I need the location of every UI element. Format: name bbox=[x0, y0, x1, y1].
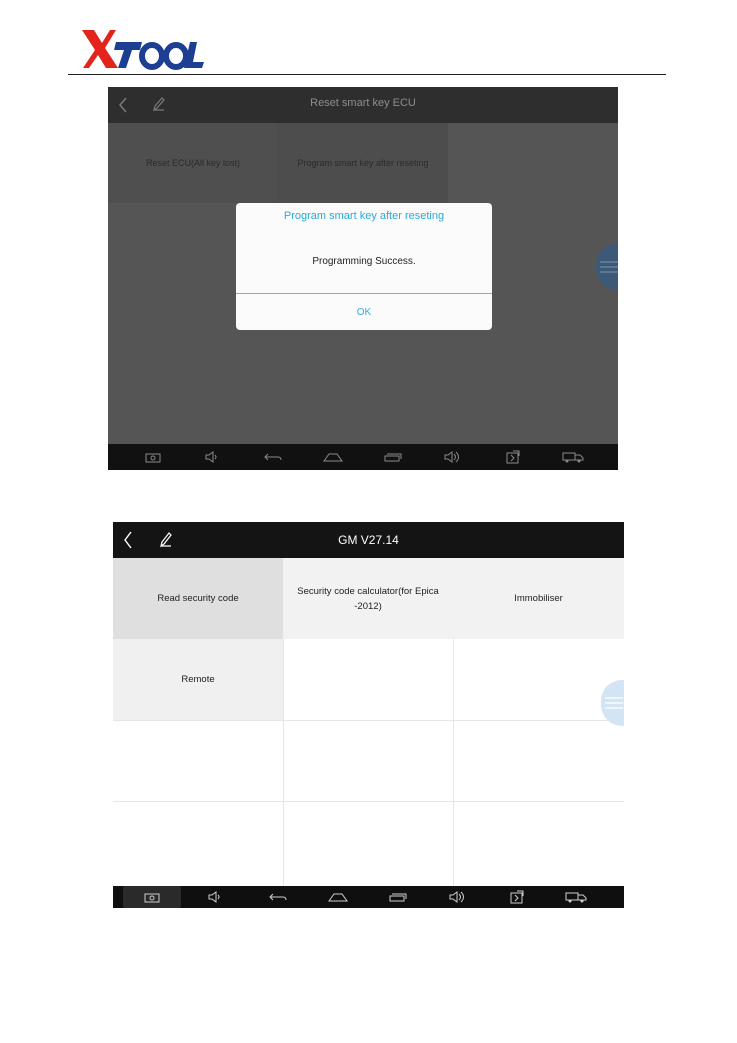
volume-up-icon[interactable] bbox=[442, 444, 464, 470]
menu-item-remote[interactable]: Remote bbox=[113, 639, 283, 720]
menu-item-immobiliser[interactable]: Immobiliser bbox=[453, 558, 624, 639]
page-title: GM V27.14 bbox=[338, 533, 399, 547]
grid-divider bbox=[113, 801, 624, 802]
header-divider bbox=[68, 74, 666, 75]
system-navbar bbox=[108, 444, 618, 470]
grid-divider bbox=[283, 639, 284, 886]
back-icon[interactable] bbox=[262, 444, 284, 470]
ok-button[interactable]: OK bbox=[356, 306, 372, 318]
floating-menu-button[interactable] bbox=[596, 244, 618, 290]
home-icon[interactable] bbox=[327, 886, 349, 908]
screenshot-icon[interactable] bbox=[142, 444, 164, 470]
menu-icon bbox=[600, 260, 618, 274]
screenshot-icon[interactable] bbox=[123, 886, 181, 908]
page-title: Reset smart key ECU bbox=[310, 97, 416, 109]
truck-icon[interactable] bbox=[560, 444, 586, 470]
back-icon[interactable] bbox=[267, 886, 289, 908]
recent-apps-icon[interactable] bbox=[387, 886, 409, 908]
menu-item-read-security-code[interactable]: Read security code bbox=[113, 558, 283, 639]
menu-item-reset-ecu[interactable]: Reset ECU(All key lost) bbox=[108, 123, 278, 203]
title-bar bbox=[113, 522, 624, 558]
grid-divider bbox=[113, 720, 624, 721]
recent-apps-icon[interactable] bbox=[382, 444, 404, 470]
menu-item-security-code-calculator[interactable]: Security code calculator(for Epica -2012) bbox=[283, 558, 453, 639]
home-icon[interactable] bbox=[322, 444, 344, 470]
screenshot-gm-menu bbox=[113, 522, 624, 908]
dialog-title: Program smart key after reseting bbox=[283, 210, 445, 222]
menu-item-program-smart-key[interactable]: Program smart key after reseting bbox=[278, 123, 448, 203]
grid-divider bbox=[453, 639, 454, 886]
screenshot-reset-smart-key bbox=[108, 87, 618, 470]
truck-icon[interactable] bbox=[563, 886, 589, 908]
vci-icon[interactable] bbox=[502, 444, 524, 470]
title-bar bbox=[108, 87, 618, 123]
system-navbar bbox=[113, 886, 624, 908]
xtool-logo bbox=[80, 26, 204, 70]
volume-down-icon[interactable] bbox=[202, 444, 224, 470]
dialog-message: Programming Success. bbox=[312, 256, 416, 267]
vci-icon[interactable] bbox=[506, 886, 528, 908]
volume-up-icon[interactable] bbox=[447, 886, 469, 908]
volume-down-icon[interactable] bbox=[205, 886, 227, 908]
menu-icon bbox=[605, 696, 623, 710]
result-dialog bbox=[236, 203, 492, 330]
